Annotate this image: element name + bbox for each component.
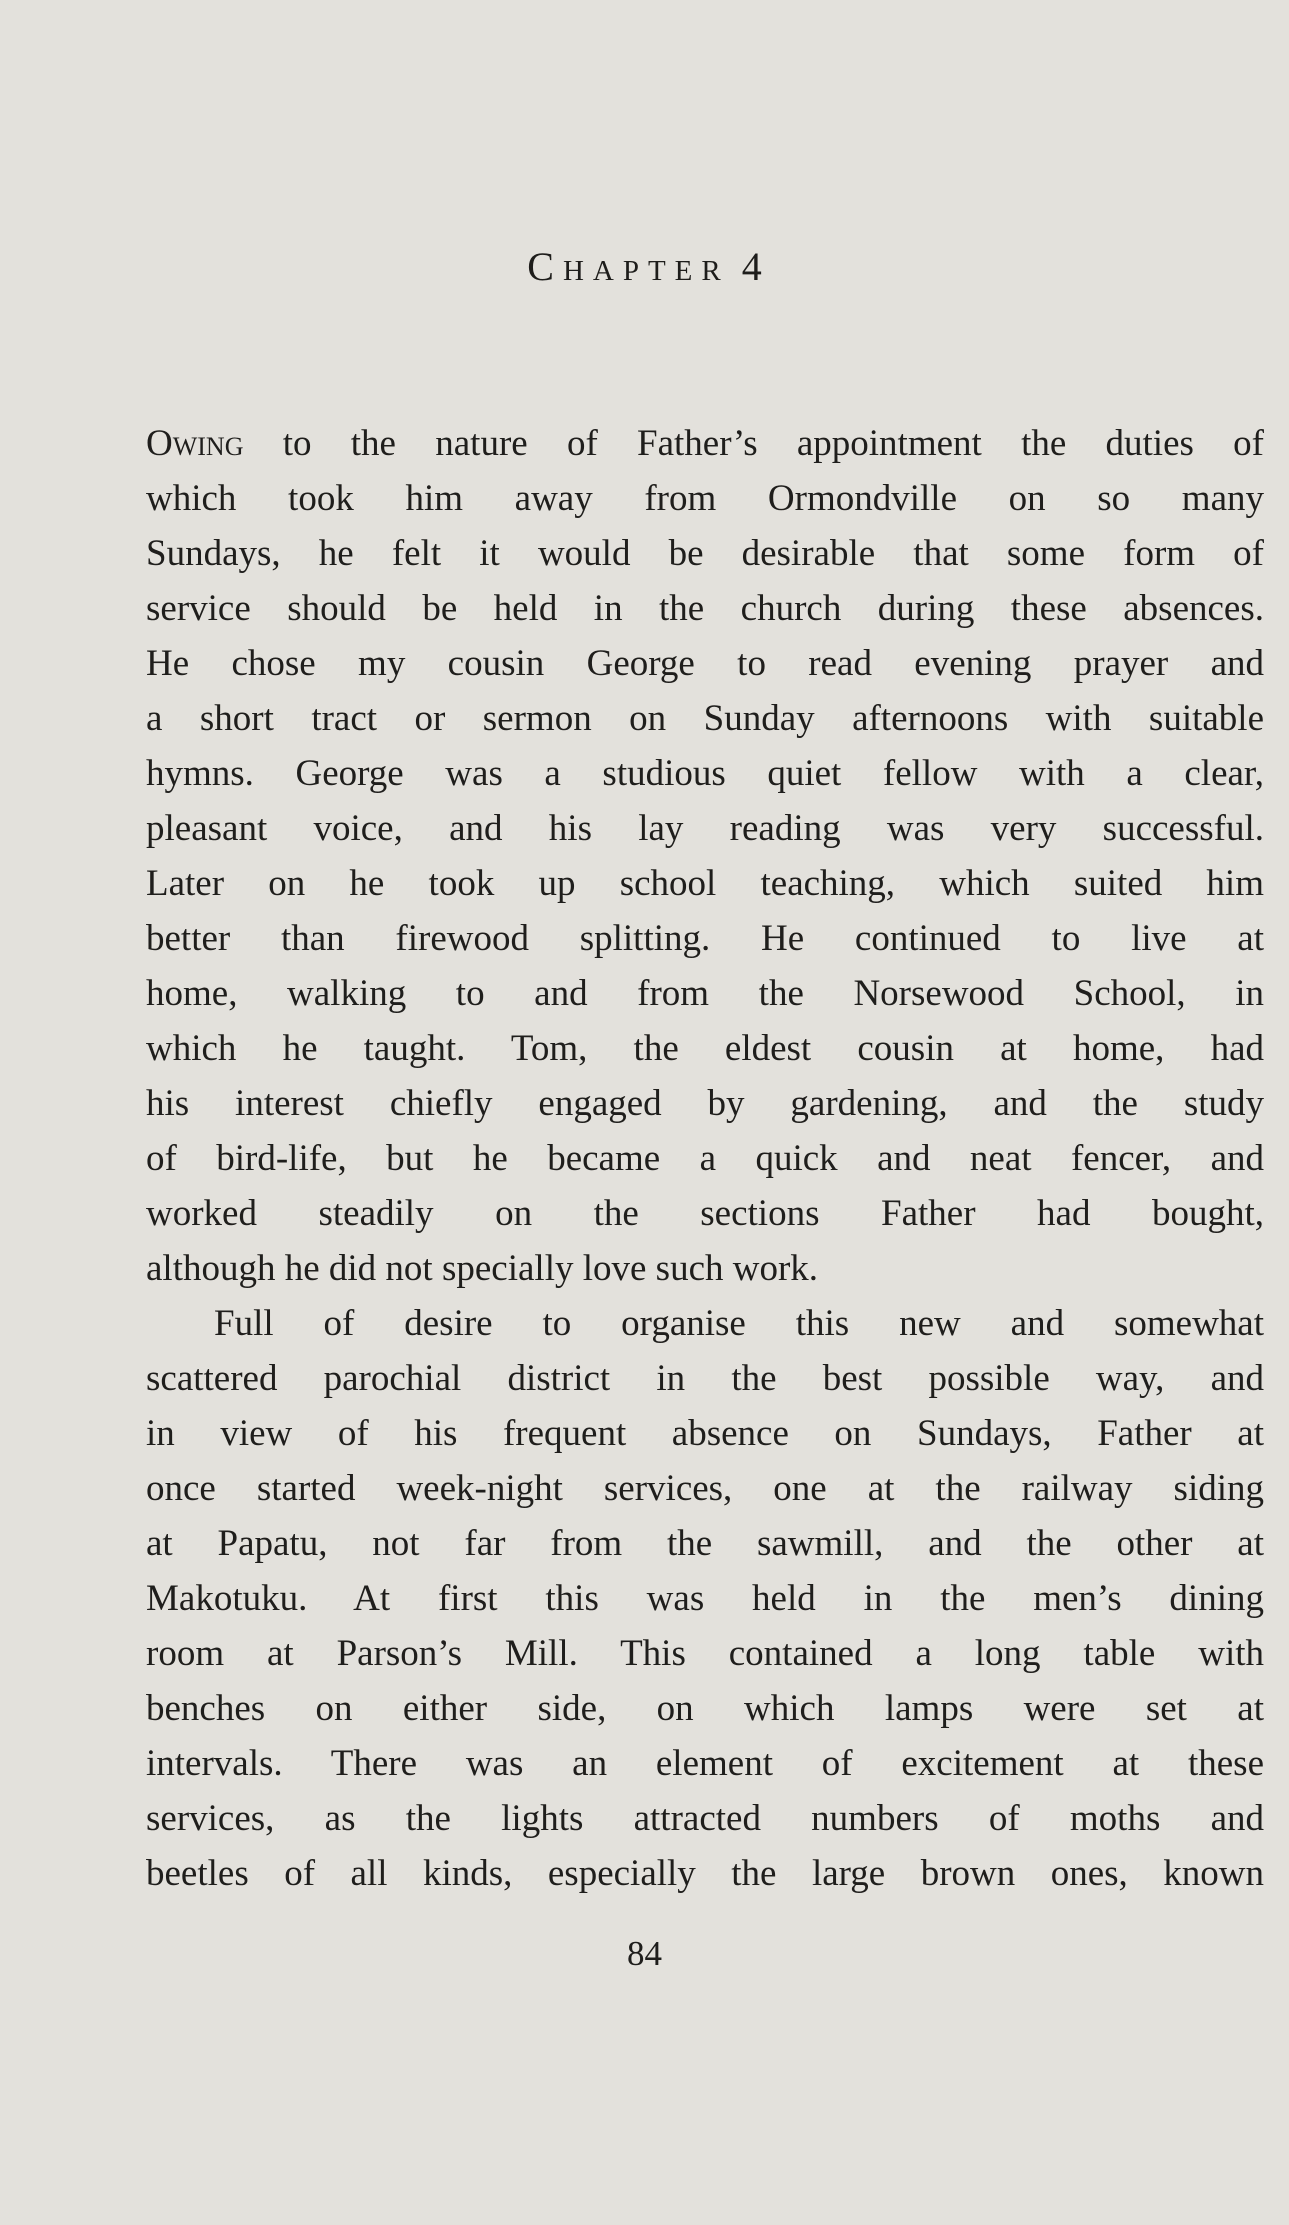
text-line: once started week-night services, one at the railway siding [146,1468,1264,1509]
chapter-number: 4 [741,244,762,289]
text-line: beetles of all kinds, especially the large brown ones, known [146,1853,1264,1894]
text-line: which he taught. Tom, the eldest cousin at home, had [146,1028,1264,1069]
text-line [146,416,1264,471]
text-line: services, as the lights attracted numbers of moths and [146,1798,1264,1839]
text-line: intervals. There was an element of excitement at these [146,1743,1264,1784]
text-line-rest: to the nature of Father’s appointment the duties of [243,423,1264,464]
text-line: worked steadily on the sections Father had bought, [146,1193,1264,1234]
text-line: scattered parochial district in the best possible way, and [146,1358,1264,1399]
text-line: home, walking to and from the Norsewood School, in [146,973,1264,1014]
text-line: better than firewood splitting. He continued to live at [146,918,1264,959]
text-line: service should be held in the church during these absences. [146,588,1264,629]
text-line: Makotuku. At first this was held in the men’s dining [146,1578,1264,1619]
text-line: hymns. George was a studious quiet fellow with a clear, [146,753,1264,794]
text-line: pleasant voice, and his lay reading was very successful. [146,808,1264,849]
text-line: of bird-life, but he became a quick and neat fencer, and [146,1138,1264,1179]
text-line: Later on he took up school teaching, which suited him [146,863,1264,904]
text-line: a short tract or sermon on Sunday afternoons with suitable [146,698,1264,739]
text-line: in view of his frequent absence on Sundays, Father at [146,1413,1264,1454]
page-number: 84 [627,1934,662,1973]
text-line: He chose my cousin George to read evening prayer and [146,643,1264,684]
lead-word: Owing [146,423,244,464]
text-line: his interest chiefly engaged by gardening, and the study [146,1083,1264,1124]
text-line: benches on either side, on which lamps were set at [146,1688,1264,1729]
text-line: Sundays, he felt it would be desirable that some form of [146,533,1264,574]
text-line: which took him away from Ormondville on so many [146,478,1264,519]
text-line: at Papatu, not far from the sawmill, and the other at [146,1523,1264,1564]
text-line: Full of desire to organise this new and somewhat [214,1303,1264,1344]
text-line: although he did not specially love such work. [146,1248,819,1289]
chapter-heading-initial: C [527,244,563,289]
text-line: room at Parson’s Mill. This contained a long table with [146,1633,1264,1674]
chapter-heading [0,243,1289,290]
chapter-heading-word: HAPTER [562,255,730,287]
